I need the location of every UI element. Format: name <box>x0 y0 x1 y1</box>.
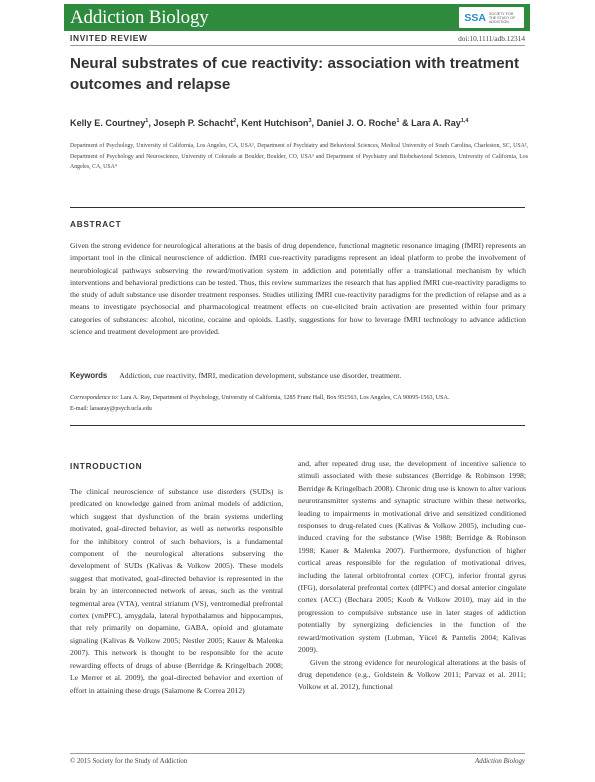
introduction-paragraph: and, after repeated drug use, the development of incentive salience to stimuli associated with these substances (Berridge & Robinson 1998; Berridge & Kringelbach 2008). Chronic drug use is known to alter various neurotransmitter systems and synaptic structure within these networks, leading to impairments in motivational drive and sensitized conditioned responses to drug-related cues (Kalivas & Volkow 2005), including cue-induced craving for the substance (Wise 1988; Berridge & Robinson 1998; Kauer & Malenka 2007). Furthermore, dysfunction of higher cortical areas responsible for the regulation of motivational drives, including the lateral orbitofrontal cortex (OFC), inferior frontal gyrus (IFG), dorsolateral prefrontal cortex (dlPFC) and dorsal anterior cingulate cortex (ACC) (Bechara 2005; Koob & Volkow 2010), may aid in the progression to compulsive substance use in later stages of addiction potentially by synergizing deficiencies in the function of the reward/motivation system (Lubman, Yücel & Pantelis 2004; Kalivas 2009). <box>298 459 526 655</box>
society-logo <box>459 7 524 28</box>
journal-banner <box>64 4 530 31</box>
author-affiliation-mark: 1 <box>145 118 149 124</box>
article-doi[interactable]: doi:10.1111/adb.12314 <box>458 34 525 43</box>
author-conjunction: & <box>402 118 409 129</box>
footer-copyright: © 2015 Society for the Study of Addiction <box>70 758 188 765</box>
keywords-label: Keywords <box>70 371 108 380</box>
introduction-left-column: The clinical neuroscience of substance use disorders (SUDs) is predicated on knowledge gained from animal models of addiction, which suggest that dysfunction of the brain systems underling motivated, goal-directed behavior, as well as networks responsible for the inhibitory control of such behaviors, is a fundamental component of the neurological alterations subserving the development of SUDs (Kalivas & Volkow 2005). These models suggest that motivated, goal-directed behavior is represented in the brain by an interconnected network of areas, such as the ventral tegmental area (VTA), ventral striatum (VS), ventromedial prefrontal cortex (vmPFC), amygdala, lateral hypothalamus and hippocampus, that rely primarily on dopamine, GABA, opioid and glutamate signaling (Kalivas & Volkow 2005; Nestler 2005; Kauer & Malenka 2007). This network is thought to be responsible for the acute rewarding effects of drugs of abuse (Berridge & Kringelbach 2008; Le Merrer et al. 2009), the goal-directed behavior and exertion of effort in attaining these drugs (Salamone & Correa 2012) <box>70 487 283 695</box>
author-name: Daniel J. O. Roche <box>316 118 397 129</box>
author-name: Kent Hutchison <box>241 118 309 129</box>
author-affiliation-mark: 1,4 <box>460 118 469 124</box>
header-divider <box>70 45 525 46</box>
author-separator: , <box>236 118 239 129</box>
abstract-heading: ABSTRACT <box>70 220 122 229</box>
author-affiliation-mark: 2 <box>233 118 237 124</box>
author-affiliations: Department of Psychology, University of California, Los Angeles, CA, USA¹, Department of Psychiatry and Behavioral Sciences, Medical University of South Carolina, Charleston, SC, USA², Department of Psychology and Neuroscience, University of Colorado at Boulder, Boulder, CO, USA³ and Department of Psychiatry and Biobehavioral Sciences, University of California, Los Angeles, CA, USA⁴ <box>70 143 528 170</box>
author-affiliation-mark: 3 <box>308 118 312 124</box>
abstract-top-rule <box>70 207 525 208</box>
correspondence-block <box>70 393 526 414</box>
author-name: Kelly E. Courtney <box>70 118 146 129</box>
keywords-text: Addiction, cue reactivity, fMRI, medication development, substance use disorder, treatment. <box>119 371 402 380</box>
introduction-heading: INTRODUCTION <box>70 462 143 471</box>
article-section-type: INVITED REVIEW <box>70 33 148 43</box>
footer-journal-name: Addiction Biology <box>475 758 525 765</box>
correspondence-email[interactable]: E-mail: laraaray@psych.ucla.edu <box>70 405 152 412</box>
author-affiliation-mark: 1 <box>396 118 400 124</box>
correspondence-address: Lara A. Ray, Department of Psychology, University of California, 1285 Franz Hall, Box 951563, Los Angeles, CA 90095-1563, USA. <box>120 395 450 401</box>
journal-name: Addiction Biology <box>70 6 209 28</box>
abstract-bottom-rule <box>70 425 525 426</box>
introduction-right-column <box>298 458 526 694</box>
author-separator: , <box>311 118 315 129</box>
article-title: Neural substrates of cue reactivity: association with treatment outcomes and relapse <box>70 55 520 93</box>
author-name: Joseph P. Schacht <box>153 118 234 129</box>
author-list <box>70 118 540 128</box>
author-separator: , <box>148 118 151 129</box>
author-name: Lara A. Ray <box>411 118 461 129</box>
introduction-paragraph: Given the strong evidence for neurological alterations at the basis of drug dependence (e.g., Goldstein & Volkow 2011; Parvaz et al. 2011; Volkow et al. 2012), functional <box>298 657 526 692</box>
footer-divider <box>70 753 525 754</box>
abstract-text: Given the strong evidence for neurological alterations at the basis of drug dependence, functional magnetic resonance imaging (fMRI) represents an important tool in the clinical neuroscience of addiction. fMRI cue-reactivity paradigms represent an ideal platform to probe the involvement of neurobiological pathways subserving the reward/motivation system in addiction and potentially offer a translational mechanism by which interventions and behavioral predictions can be tested. Thus, this review summarizes the research that has applied fMRI cue-reactivity paradigms to the study of adult substance use disorder treatment responses. Studies utilizing fMRI cue-reactivity paradigms for the prediction of relapse and as a means to investigate psychosocial and pharmacological treatment effects on cue-elicited brain activation are presented within four primary categories of substances: alcohol, nicotine, cocaine and opioids. Lastly, suggestions for how to leverage fMRI technology to advance addiction science and treatment development are provided. <box>70 241 526 337</box>
keywords-line <box>70 371 530 380</box>
society-full-name: SOCIETY FOR THE STUDY OF ADDICTION <box>489 11 516 24</box>
society-abbreviation: SSA <box>464 11 486 24</box>
correspondence-label: Correspondence to: <box>70 395 119 401</box>
